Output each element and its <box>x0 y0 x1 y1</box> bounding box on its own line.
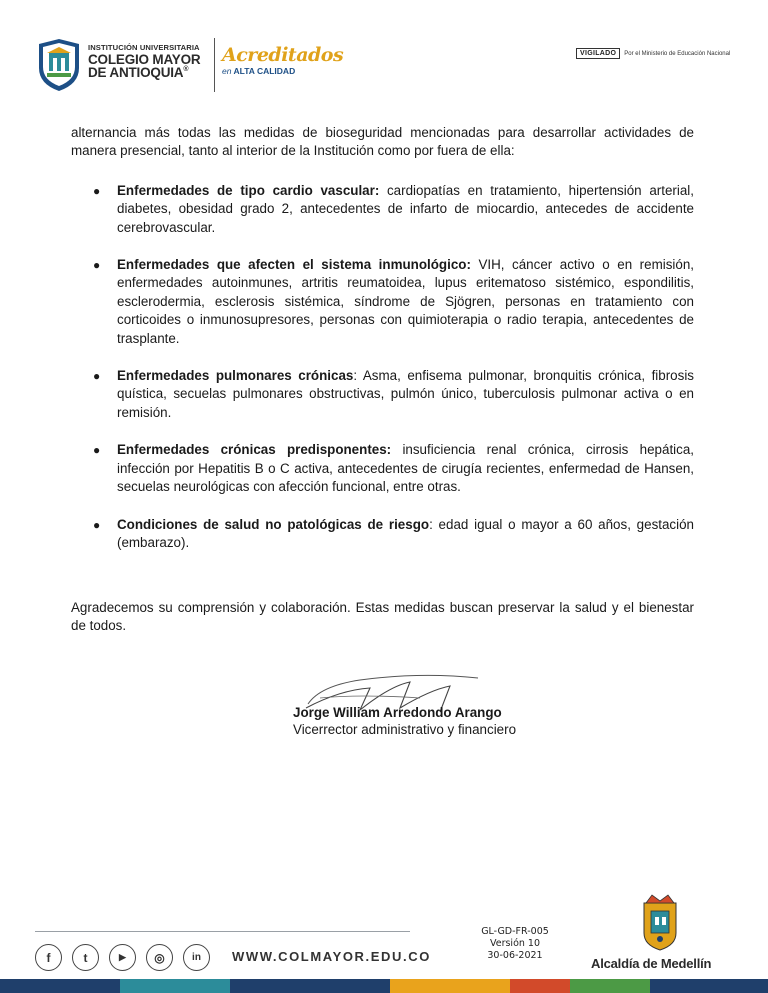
bullet-icon: ● <box>93 258 101 273</box>
letterhead-header <box>36 36 736 94</box>
accreditation-subtitle: en ALTA CALIDAD <box>222 66 296 76</box>
linkedin-icon[interactable]: in <box>183 944 210 971</box>
institution-name <box>88 44 200 80</box>
institution-line1: INSTITUCIÓN UNIVERSITARIA <box>88 43 200 52</box>
website-link[interactable]: WWW.COLMAYOR.EDU.CO <box>232 949 431 964</box>
vigilado-text: Por el Ministerio de Educación Nacional <box>624 50 731 57</box>
document-code-block <box>470 926 560 962</box>
facebook-icon[interactable]: f <box>35 944 62 971</box>
document-code: GL-GD-FR-005 <box>481 926 549 937</box>
vigilado-label: VIGILADO <box>576 48 620 59</box>
institution-line2: COLEGIO MAYOR <box>88 51 201 67</box>
footer-divider <box>35 931 410 932</box>
list-item: ● Condiciones de salud no patológicas de riesgo: edad igual o mayor a 60 años, gestación (embarazo). <box>93 516 694 550</box>
twitter-icon[interactable]: t <box>72 944 99 971</box>
signer-block <box>293 704 516 738</box>
intro-paragraph: alternancia más todas las medidas de bioseguridad mencionadas para desarrollar actividades de manera presencial, tanto al interior de la Institución como por fuera de ella: <box>71 125 694 159</box>
medellin-crest-icon <box>638 893 682 951</box>
youtube-icon[interactable]: ▶ <box>109 944 136 971</box>
alcaldia-name: Alcaldía de Medellín <box>591 956 712 971</box>
conditions-list <box>71 182 694 553</box>
header-divider <box>214 38 215 92</box>
document-version: Versión 10 <box>489 938 541 949</box>
institution-shield-icon <box>36 38 82 92</box>
document-date: 30-06-2021 <box>487 950 543 961</box>
institution-line3: DE ANTIOQUIA® <box>88 65 189 81</box>
social-links <box>35 944 210 971</box>
footer-color-bar <box>0 979 768 993</box>
accreditation-word: Acreditados <box>222 44 344 66</box>
list-item: ● Enfermedades crónicas predisponentes: insuficiencia renal crónica, cirrosis hepática, infección por Hepatitis B o C activa, antecedentes de cirugía recientes, enfermedad de Hansen, secuelas neurológicas con afección funcional, entre otras. <box>93 442 694 495</box>
list-item: ● Enfermedades que afecten el sistema inmunológico: VIH, cáncer activo o en remisión, enfermedades autoinmunes, artritis reumatoidea, lupus eritematoso sistémico, espondilitis, esclerodermia, esclerosis sistémica, síndrome de Sjögren, personas en tratamiento con corticoides o inmunosupresores, personas con quimioterapia o radio terapia, antecedentes de trasplante. <box>93 257 694 346</box>
vigilado-stamp <box>576 48 730 59</box>
list-item: ● Enfermedades pulmonares crónicas: Asma, enfisema pulmonar, bronquitis crónica, fibrosis quística, secuelas pulmonares obstructivas, pulmón único, tuberculosis pulmonar activa o en remisión. <box>93 368 694 420</box>
registered-mark: ® <box>183 66 189 74</box>
instagram-icon[interactable]: ◎ <box>146 944 173 971</box>
letter-body <box>71 124 694 571</box>
bullet-icon: ● <box>93 183 101 198</box>
signer-title: Vicerrector administrativo y financiero <box>293 722 517 737</box>
bullet-icon: ● <box>93 369 101 384</box>
closing-paragraph: Agradecemos su comprensión y colaboración. Estas medidas buscan preservar la salud y el bienestar de todos. <box>71 600 694 634</box>
bullet-icon: ● <box>93 443 101 458</box>
accreditation-badge <box>222 46 343 76</box>
bullet-icon: ● <box>93 517 101 532</box>
signer-name: Jorge William Arredondo Arango <box>293 705 502 720</box>
list-item: ● Enfermedades de tipo cardio vascular: cardiopatías en tratamiento, hipertensión arterial, diabetes, obesidad grado 2, antecedentes de infarto de miocardio, antecedes de accidente cerebrovascular. <box>93 182 694 235</box>
